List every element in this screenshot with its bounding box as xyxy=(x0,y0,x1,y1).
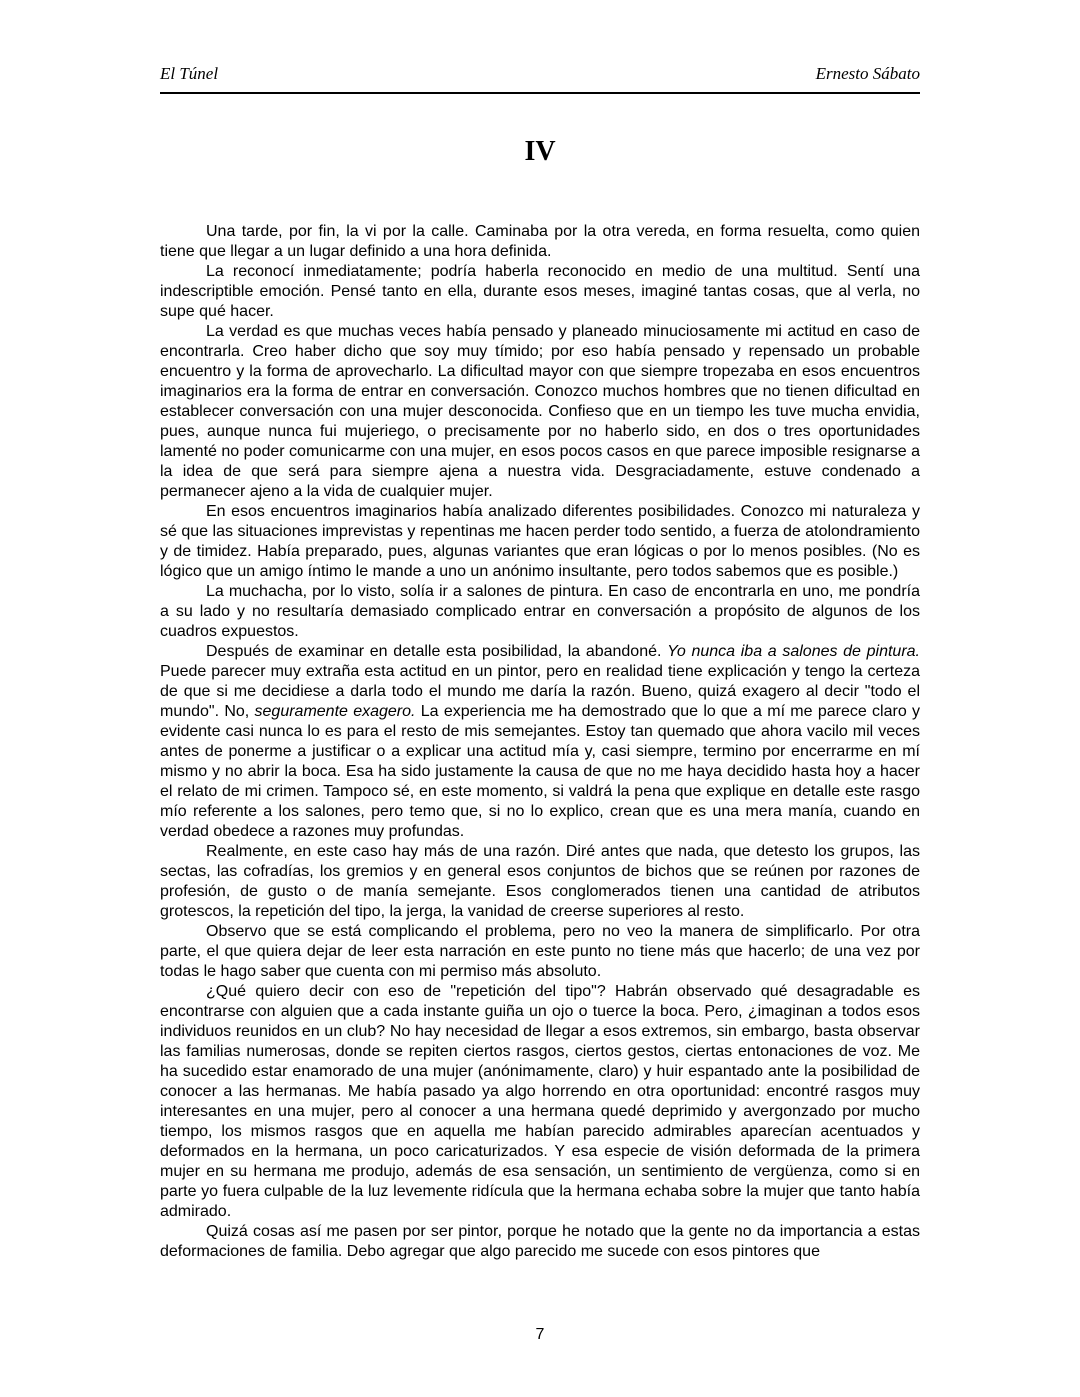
paragraph xyxy=(160,982,920,1222)
italic-text-run: seguramente exagero. xyxy=(254,703,416,720)
page-number: 7 xyxy=(535,1326,545,1343)
running-header-book-title: El Túnel xyxy=(160,64,219,83)
text-run: En esos encuentros imaginarios había analizado diferentes posibilidades. Conozco mi naturaleza y sé que las situaciones imprevistas y repentinas me hacen perder todo sentido, a fuerza de atolondramiento y de timidez. Había preparado, pues, algunas variantes que eran lógicas o por lo menos posibles. (No es lógico que un amigo íntimo le mande a uno un anónimo insultante, pero todos sabemos que es posible.) xyxy=(160,503,920,580)
running-header-author: Ernesto Sábato xyxy=(815,64,920,83)
header-rule xyxy=(160,92,920,94)
paragraph xyxy=(160,502,920,582)
text-run: La experiencia me ha demostrado que lo que a mí me parece claro y evidente casi nunca lo es para el resto de mis semejantes. Estoy tan quemado que ahora vacilo mil veces antes de ponerme a justificar o a explicar una actitud mía y, casi siempre, termino por encerrarme en mí mismo y no abrir la boca. Esa ha sido justamente la causa de que no me haya decidido hasta hoy a hacer el relato de mi crimen. Tampoco sé, en este momento, si valdrá la pena que explique en detalle este rasgo mío referente a los salones, pero temo que, si no lo explico, crean que es una mera manía, cuando en verdad obedece a razones muy profundas. xyxy=(160,703,921,840)
text-run: La muchacha, por lo visto, solía ir a salones de pintura. En caso de encontrarla en uno, me pondría a su lado y no resultaría demasiado complicado entrar en conversación a propósito de algunos de los cuadros expuestos. xyxy=(160,583,920,640)
text-run: ¿Qué quiero decir con eso de "repetición del tipo"? Habrán observado qué desagradable es encontrarse con alguien que a cada instante guiña un ojo o tuerce la boca. Pero, ¿imaginan a todos esos individuos reunidos en un club? No hay necesidad de llegar a esos extremos, sin embargo, basta observar las familias numerosas, donde se repiten ciertos rasgos, ciertos gestos, ciertas entonaciones de voz. Me ha sucedido estar enamorado de una mujer (anónimamente, claro) y huir espantado ante la posibilidad de conocer a las hermanas. Me había pasado ya algo horrendo en otra oportunidad: encontré rasgos muy interesantes en una mujer, pero al conocer a una hermana quedé deprimido y avergonzado por mucho tiempo, los mismos rasgos que en aquella me habían parecido admirables aparecían acentuados y deformados en la hermana, un poco caricaturizados. Y esa especie de visión deformada de la primera mujer en su hermana me produjo, además de esa sensación, un sentimiento de vergüenza, como si en parte yo fuera culpable de la luz levemente ridícula que la hermana echaba sobre la mujer que tanto había admirado. xyxy=(160,983,920,1220)
paragraph xyxy=(160,1222,920,1262)
text-run: Una tarde, por fin, la vi por la calle. Caminaba por la otra vereda, en forma resuelta, como quien tiene que llegar a un lugar definido a una hora definida. xyxy=(160,223,920,260)
paragraph xyxy=(160,322,920,502)
paragraph xyxy=(160,222,920,262)
text-run: Quizá cosas así me pasen por ser pintor, porque he notado que la gente no da importancia a estas deformaciones de familia. Debo agregar que algo parecido me sucede con esos pintores que xyxy=(160,1223,920,1260)
text-run: La reconocí inmediatamente; podría haberla reconocido en medio de una multitud. Sentí una indescriptible emoción. Pensé tanto en ella, durante esos meses, imaginé tantas cosas, que al verla, no supe qué hacer. xyxy=(160,263,920,320)
paragraph xyxy=(160,262,920,322)
running-header xyxy=(160,64,920,84)
paragraph xyxy=(160,642,920,842)
paragraph xyxy=(160,582,920,642)
text-run: Después de examinar en detalle esta posibilidad, la abandoné. xyxy=(206,643,668,660)
page-footer xyxy=(0,1325,1080,1345)
chapter-title: IV xyxy=(524,136,556,167)
paragraph xyxy=(160,842,920,922)
text-run: Realmente, en este caso hay más de una razón. Diré antes que nada, que detesto los grupos, las sectas, las cofradías, los gremios y en general esos conjuntos de bichos que se reúnen por razones de profesión, de gusto o de manía semejante. Esos conglomerados tienen una cantidad de atributos grotescos, la repetición del tipo, la jerga, la vanidad de creerse superiores al resto. xyxy=(160,843,920,920)
italic-text-run: Yo nunca iba a salones de pintura. xyxy=(667,643,920,660)
body-text xyxy=(160,222,920,1262)
text-run: Observo que se está complicando el problema, pero no veo la manera de simplificarlo. Por otra parte, el que quiera dejar de leer esta narración en este punto no tiene más que hacerlo; de una vez por todas le hago saber que cuenta con mi permiso más absoluto. xyxy=(160,923,920,980)
text-run: Puede parecer muy extraña esta actitud en un pintor, pero en realidad tiene explicación y tengo la certeza de que si me decidiese a darla todo el mundo me daría la razón. Bueno, quizá exagero al decir "todo el mundo". No, xyxy=(160,663,920,720)
paragraph xyxy=(160,922,920,982)
text-run: La verdad es que muchas veces había pensado y planeado minuciosamente mi actitud en caso de encontrarla. Creo haber dicho que soy muy tímido; por eso había pensado y repensado un probable encuentro y la forma de aprovecharlo. La dificultad mayor con que siempre tropezaba en esos encuentros imaginarios era la forma de entrar en conversación. Conozco muchos hombres que no tienen dificultad en establecer conversación con una mujer desconocida. Confieso que en un tiempo les tuve mucha envidia, pues, aunque nunca fui mujeriego, o precisamente por no haberlo sido, en dos o tres oportunidades lamenté no poder comunicarme con una mujer, en esos pocos casos en que parece imposible resignarse a la idea de que será para siempre ajena a nuestra vida. Desgraciadamente, estuve condenado a permanecer ajeno a la vida de cualquier mujer. xyxy=(160,323,920,500)
